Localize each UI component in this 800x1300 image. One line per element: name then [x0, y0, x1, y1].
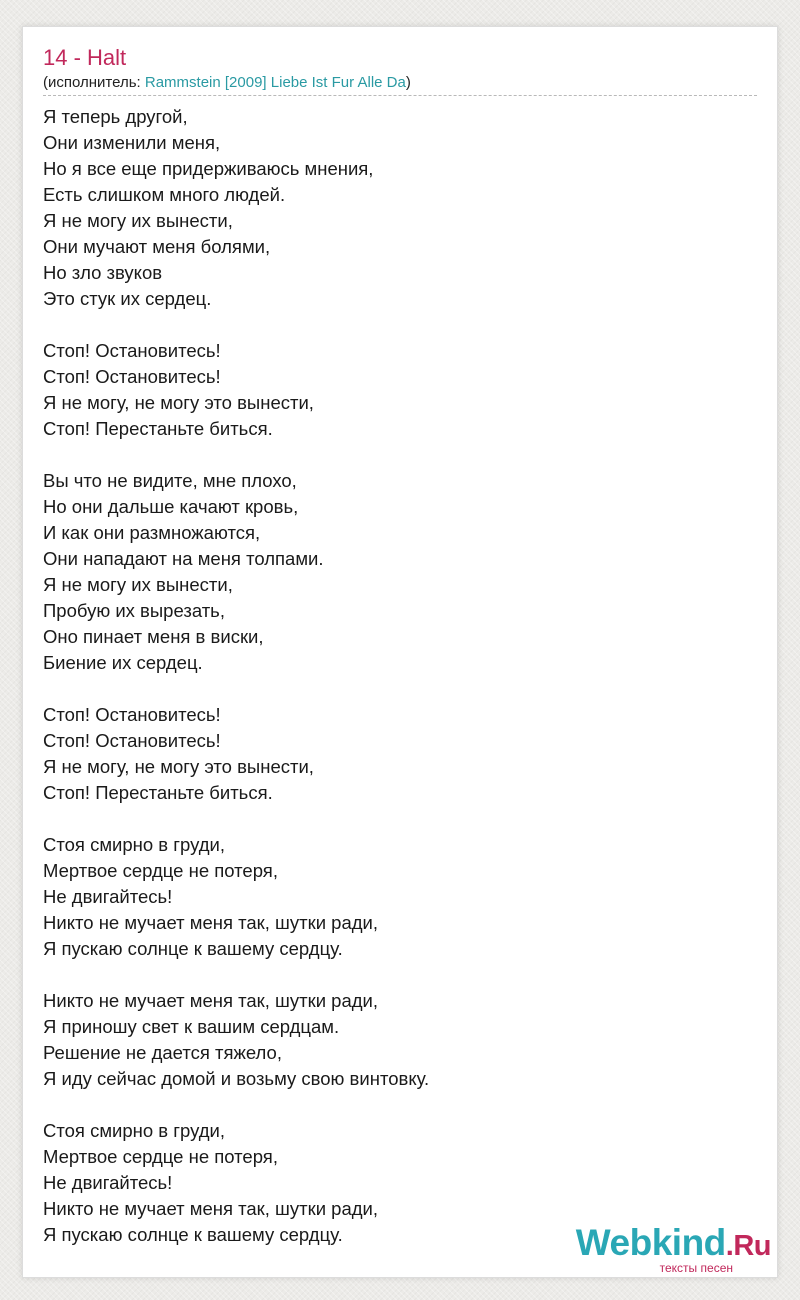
lyric-line: Они нападают на меня толпами.	[43, 548, 324, 569]
lyric-line: Стоя смирно в груди,	[43, 1120, 226, 1141]
logo-tagline: тексты песен	[659, 1261, 733, 1275]
lyric-line: Я приношу свет к вашим сердцам.	[43, 1016, 340, 1037]
artist-link[interactable]: Rammstein [2009] Liebe Ist Fur Alle Da	[144, 74, 406, 91]
lyric-line: Я иду сейчас домой и возьму свою винтовку.	[43, 1068, 430, 1089]
stanza-break	[43, 312, 429, 338]
artist-line	[43, 74, 411, 92]
lyric-line: Стоп! Остановитесь!	[43, 366, 221, 387]
artist-prefix: (исполнитель:	[43, 74, 145, 91]
lyric-line: Мертвое сердце не потеря,	[43, 860, 278, 881]
lyric-line: Они изменили меня,	[43, 132, 221, 153]
lyric-line: Никто не мучает меня так, шутки ради,	[43, 1198, 379, 1219]
lyric-line: Но они дальше качают кровь,	[43, 496, 299, 517]
lyric-line: И как они размножаются,	[43, 522, 261, 543]
lyric-line: Стоп! Остановитесь!	[43, 704, 221, 725]
logo-name: Webkind	[575, 1222, 726, 1263]
lyric-line: Я не могу их вынести,	[43, 574, 233, 595]
lyric-line: Никто не мучает меня так, шутки ради,	[43, 912, 379, 933]
stanza-break	[43, 442, 429, 468]
lyric-line: Я пускаю солнце к вашему сердцу.	[43, 938, 343, 959]
lyric-line: Стоп! Перестаньте биться.	[43, 782, 273, 803]
lyric-line: Решение не дается тяжело,	[43, 1042, 282, 1063]
lyric-line: Стоп! Остановитесь!	[43, 340, 221, 361]
logo-tld: .Ru	[725, 1230, 771, 1262]
lyric-line: Стоя смирно в груди,	[43, 834, 226, 855]
site-logo[interactable]	[571, 1224, 771, 1275]
lyric-line: Но я все еще придерживаюсь мнения,	[43, 158, 374, 179]
lyric-line: Стоп! Остановитесь!	[43, 730, 221, 751]
dashed-divider	[43, 95, 757, 96]
stanza-break	[43, 806, 429, 832]
lyric-line: Никто не мучает меня так, шутки ради,	[43, 990, 379, 1011]
lyric-line: Но зло звуков	[43, 262, 163, 283]
lyric-line: Я теперь другой,	[43, 106, 188, 127]
lyric-line: Я не могу, не могу это вынести,	[43, 392, 314, 413]
lyric-line: Они мучают меня болями,	[43, 236, 271, 257]
lyric-line: Стоп! Перестаньте биться.	[43, 418, 273, 439]
lyric-line: Мертвое сердце не потеря,	[43, 1146, 278, 1167]
logo-wordmark	[571, 1224, 771, 1265]
lyric-line: Я пускаю солнце к вашему сердцу.	[43, 1224, 343, 1245]
lyric-line: Пробую их вырезать,	[43, 600, 225, 621]
lyrics-card	[22, 26, 778, 1278]
song-title: 14 - Halt	[43, 45, 127, 70]
lyric-line: Оно пинает меня в виски,	[43, 626, 264, 647]
stanza-break	[43, 962, 429, 988]
lyric-line: Вы что не видите, мне плохо,	[43, 470, 297, 491]
lyrics-body	[43, 104, 429, 1248]
stanza-break	[43, 676, 429, 702]
lyric-line: Есть слишком много людей.	[43, 184, 286, 205]
artist-suffix: )	[405, 74, 411, 91]
lyric-line: Я не могу их вынести,	[43, 210, 233, 231]
lyric-line: Не двигайтесь!	[43, 886, 173, 907]
lyric-line: Биение их сердец.	[43, 652, 203, 673]
lyric-line: Это стук их сердец.	[43, 288, 212, 309]
lyric-line: Не двигайтесь!	[43, 1172, 173, 1193]
stanza-break	[43, 1092, 429, 1118]
lyric-line: Я не могу, не могу это вынести,	[43, 756, 314, 777]
